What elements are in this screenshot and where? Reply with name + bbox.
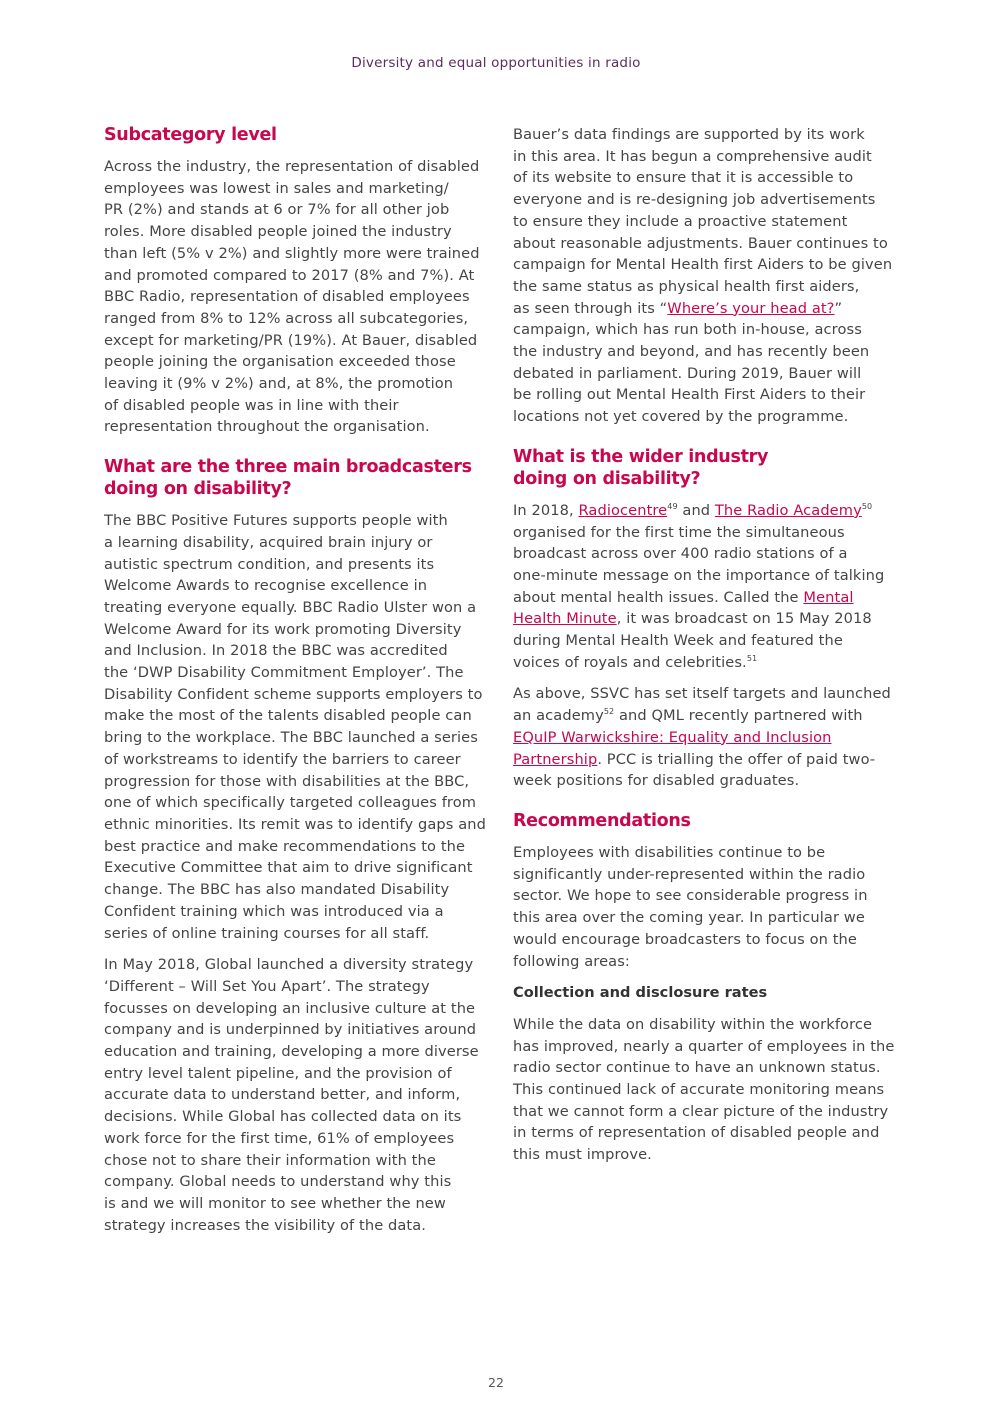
footnote-marker: 50 xyxy=(861,501,873,511)
text-line: bring to the workplace. The BBC launched a series xyxy=(104,729,478,747)
text-line: In May 2018, Global launched a diversity strategy xyxy=(104,956,474,974)
text-line: everyone and is re-designing job advertisements xyxy=(513,191,876,209)
text-line: This continued lack of accurate monitoring means xyxy=(513,1081,885,1099)
text-line: The BBC Positive Futures supports people with xyxy=(104,512,448,530)
text-line: this area over the coming year. In particular we xyxy=(513,909,865,927)
text-segment: , it was broadcast on 15 May 2018 xyxy=(616,610,872,628)
text-line: and Inclusion. In 2018 the BBC was accredited xyxy=(104,642,448,660)
text-line xyxy=(513,727,903,749)
text-line: the ‘DWP Disability Commitment Employer’. The xyxy=(104,664,464,682)
text-line: BBC Radio, representation of disabled employees xyxy=(104,288,470,306)
text-line: week positions for disabled graduates. xyxy=(513,772,800,790)
text-line: and promoted compared to 2017 (8% and 7%). At xyxy=(104,266,475,284)
inline-link[interactable]: Health Minute xyxy=(513,610,617,628)
text-line: than left (5% v 2%) and slightly more were trained xyxy=(104,244,480,262)
text-line: entry level talent pipeline, and the provision of xyxy=(104,1064,452,1082)
paragraph-subcategory xyxy=(104,156,494,438)
inline-link[interactable]: The Radio Academy xyxy=(714,501,862,519)
text-line: that we cannot form a clear picture of the industry xyxy=(513,1102,889,1120)
text-line: in terms of representation of disabled people and xyxy=(513,1124,880,1142)
text-line xyxy=(513,652,903,674)
text-line: ethnic minorities. Its remit was to identify gaps and xyxy=(104,815,486,833)
text-line: focusses on developing an inclusive culture at the xyxy=(104,999,476,1017)
text-line: What is the wider industry xyxy=(513,446,769,467)
text-line: ranged from 8% to 12% across all subcategories, xyxy=(104,309,469,327)
text-line: make the most of the talents disabled people can xyxy=(104,707,472,725)
text-line: series of online training courses for all staff. xyxy=(104,924,430,942)
text-line: chose not to share their information with the xyxy=(104,1151,436,1169)
page-number: 22 xyxy=(488,1375,504,1390)
text-line: campaign for Mental Health first Aiders to be given xyxy=(513,256,893,274)
text-line: the industry and beyond, and has recently been xyxy=(513,343,870,361)
text-line xyxy=(513,749,903,771)
text-line: this must improve. xyxy=(513,1146,652,1164)
text-line: of disabled people was in line with their xyxy=(104,396,399,414)
text-line: accurate data to understand better, and inform, xyxy=(104,1086,461,1104)
text-segment: voices of royals and celebrities. xyxy=(513,653,747,671)
footnote-marker: 51 xyxy=(746,653,758,663)
text-segment: and QML recently partnered with xyxy=(614,707,863,725)
heading-subcategory-level xyxy=(104,124,494,146)
text-line: locations not yet covered by the programme. xyxy=(513,408,849,426)
text-line: Confident training which was introduced via a xyxy=(104,902,444,920)
text-line: Disability Confident scheme supports employers to xyxy=(104,685,483,703)
text-line: doing on disability? xyxy=(104,479,292,500)
text-line: What are the three main broadcasters xyxy=(104,457,472,478)
paragraph-bbc xyxy=(104,510,494,944)
text-line: Recommendations xyxy=(513,810,691,831)
inline-link[interactable]: Where’s your head at? xyxy=(667,299,835,317)
text-line: Employees with disabilities continue to be xyxy=(513,843,826,861)
text-line: about reasonable adjustments. Bauer continues to xyxy=(513,234,888,252)
text-line: strategy increases the visibility of the data. xyxy=(104,1216,427,1234)
text-line: education and training, developing a more diverse xyxy=(104,1043,479,1061)
text-line: radio sector continue to have an unknown status. xyxy=(513,1059,881,1077)
text-line: Collection and disclosure rates xyxy=(513,984,768,1002)
text-segment: and xyxy=(677,501,715,519)
text-line xyxy=(513,298,903,320)
text-line: one of which specifically targeted colleagues from xyxy=(104,794,477,812)
text-line: except for marketing/PR (19%). At Bauer, disabled xyxy=(104,331,478,349)
text-segment: . PCC is trialling the offer of paid two- xyxy=(597,750,876,768)
left-column xyxy=(104,124,494,1246)
text-line xyxy=(513,587,903,609)
text-line: ‘Different – Will Set You Apart’. The strategy xyxy=(104,977,430,995)
text-segment: In 2018, xyxy=(513,501,579,519)
text-line: campaign, which has run both in-house, across xyxy=(513,321,862,339)
text-line: to ensure they include a proactive statement xyxy=(513,212,848,230)
text-line: following areas: xyxy=(513,952,630,970)
text-line: autistic spectrum condition, and presents its xyxy=(104,555,435,573)
text-line: the same status as physical health first aiders, xyxy=(513,277,860,295)
paragraph-radiocentre xyxy=(513,500,903,674)
text-line: representation throughout the organisation. xyxy=(104,418,430,436)
text-line: change. The BBC has also mandated Disability xyxy=(104,881,450,899)
text-line: broadcast across over 400 radio stations of a xyxy=(513,545,848,563)
text-line: significantly under-represented within the radio xyxy=(513,865,866,883)
text-line: Across the industry, the representation of disabled xyxy=(104,158,480,175)
text-line: would encourage broadcasters to focus on the xyxy=(513,930,857,948)
inline-link[interactable]: Radiocentre xyxy=(578,501,668,519)
text-line: during Mental Health Week and featured the xyxy=(513,632,843,650)
heading-wider-industry xyxy=(513,446,903,490)
text-line: Subcategory level xyxy=(104,125,277,145)
text-line: As above, SSVC has set itself targets and launched xyxy=(513,685,891,703)
text-line: employees was lowest in sales and marketing/ xyxy=(104,179,449,197)
paragraph-collection xyxy=(513,1014,903,1166)
text-line: PR (2%) and stands at 6 or 7% for all other job xyxy=(104,201,450,219)
text-line: one-minute message on the importance of talking xyxy=(513,566,885,584)
text-line: is and we will monitor to see whether the new xyxy=(104,1194,446,1212)
paragraph-bauer xyxy=(513,124,903,428)
text-line: debated in parliament. During 2019, Bauer will xyxy=(513,364,862,382)
text-line: Executive Committee that aim to drive significant xyxy=(104,859,473,877)
text-line: leaving it (9% v 2%) and, at 8%, the promotion xyxy=(104,375,454,393)
inline-link[interactable]: EQuIP Warwickshire: Equality and Inclusion xyxy=(513,728,832,746)
text-line: While the data on disability within the workforce xyxy=(513,1015,873,1033)
text-line: roles. More disabled people joined the industry xyxy=(104,223,452,241)
text-segment: ” xyxy=(834,299,843,317)
text-line xyxy=(513,608,903,630)
text-line: company. Global needs to understand why this xyxy=(104,1173,452,1191)
text-segment: as seen through its “ xyxy=(513,299,668,317)
heading-three-main-broadcasters xyxy=(104,456,494,500)
text-segment: about mental health issues. Called the xyxy=(513,588,804,606)
paragraph-ssvc xyxy=(513,683,903,792)
inline-link[interactable]: Mental xyxy=(803,588,854,606)
text-line: organised for the first time the simultaneous xyxy=(513,523,845,541)
paragraph-recommendations xyxy=(513,842,903,972)
text-line: best practice and make recommendations to the xyxy=(104,837,466,855)
text-line: Bauer’s data findings are supported by its work xyxy=(513,126,865,143)
text-line: has improved, nearly a quarter of employees in the xyxy=(513,1037,895,1055)
subheading-collection-disclosure xyxy=(513,982,903,1004)
text-line: people joining the organisation exceeded those xyxy=(104,353,456,371)
text-line: of its website to ensure that it is accessible to xyxy=(513,169,854,187)
text-line: treating everyone equally. BBC Radio Ulster won a xyxy=(104,598,477,616)
paragraph-global xyxy=(104,954,494,1236)
right-column xyxy=(513,124,903,1176)
text-line: sector. We hope to see considerable progress in xyxy=(513,887,868,905)
footnote-marker: 52 xyxy=(603,707,615,717)
text-line: of workstreams to identify the barriers to career xyxy=(104,750,461,768)
heading-recommendations xyxy=(513,810,903,832)
inline-link[interactable]: Partnership xyxy=(513,750,598,768)
text-line: work force for the first time, 61% of employees xyxy=(104,1129,455,1147)
text-line: Welcome Awards to recognise excellence in xyxy=(104,577,428,595)
running-header: Diversity and equal opportunities in radio xyxy=(351,55,641,71)
text-line: be rolling out Mental Health First Aiders to their xyxy=(513,386,866,404)
text-line: doing on disability? xyxy=(513,468,701,489)
text-line xyxy=(513,705,903,727)
text-line: in this area. It has begun a comprehensive audit xyxy=(513,147,872,165)
text-line: a learning disability, acquired brain injury or xyxy=(104,533,433,551)
text-line: company and is underpinned by initiatives around xyxy=(104,1021,477,1039)
text-line: decisions. While Global has collected data on its xyxy=(104,1108,462,1126)
text-line: Welcome Award for its work promoting Diversity xyxy=(104,620,462,638)
footnote-marker: 49 xyxy=(667,501,678,511)
text-segment: an academy xyxy=(513,707,604,725)
text-line: progression for those with disabilities at the BBC, xyxy=(104,772,470,790)
text-line xyxy=(513,500,903,522)
